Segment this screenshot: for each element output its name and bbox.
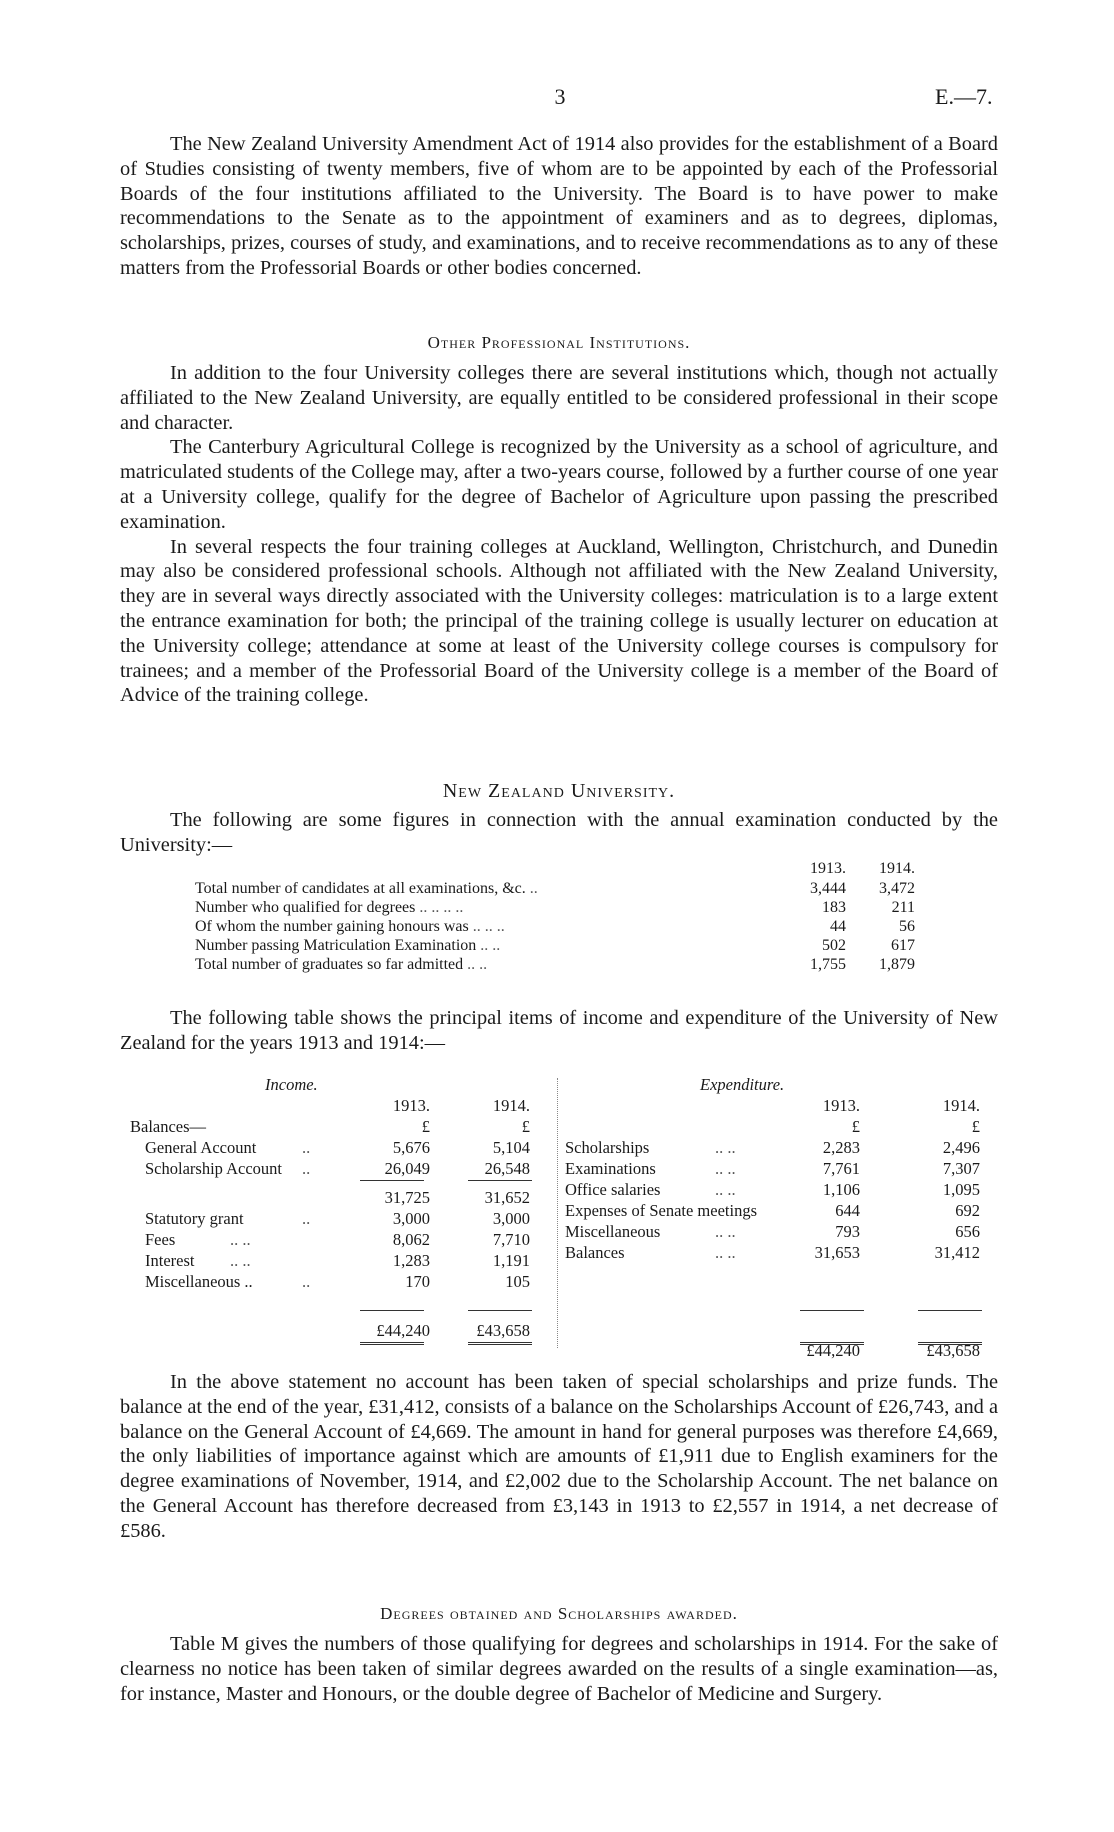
paragraph: The Canterbury Agricultural College is recognized by the University as a school of agriculture, and matriculated students of the College may, after a two-years course, followed by a further course of one year at a University college, qualify for the degree of Bachelor of Agriculture upon passing the prescribed examination. bbox=[120, 436, 998, 533]
paragraph: In several respects the four training colleges at Auckland, Wellington, Christchurch, and Dunedin may also be considered professional schools. Although not affiliated with the New Zealand University, they are in several ways directly associated with the University colleges: matriculation is to a large extent the entrance examination for both; the principal of the training college is usually lecturer on education at the University college; attendance at some at least of the University college courses is compulsory for trainees; and a member of the Professorial Board of the University college is a member of the Board of Advice of the training college. bbox=[120, 535, 998, 707]
income-row: Statutory grant .. 3,000 3,000 bbox=[145, 1209, 530, 1228]
rule bbox=[468, 1342, 532, 1345]
section-heading-degrees: Degrees obtained and Scholarships awarded. bbox=[380, 1604, 738, 1623]
currency-row: £ £ bbox=[851, 1117, 980, 1136]
year-header-row: 1913. 1914. bbox=[822, 1096, 980, 1115]
rule bbox=[918, 1310, 982, 1311]
other-institutions-body bbox=[120, 361, 998, 708]
stats-row: Total number of candidates at all examinations, &c. .. 3,444 3,472 bbox=[195, 880, 916, 897]
rule bbox=[360, 1310, 424, 1311]
degrees-paragraph: Table M gives the numbers of those qualifying for degrees and scholarships in 1914. For the sake of clearness no notice has been taken of similar degrees awarded on the results of a single examination—as, for instance, Master and Honours, or the double degree of Bachelor of Medicine and Surgery. bbox=[120, 1633, 998, 1705]
year-1913-header: 1913. bbox=[809, 860, 846, 877]
page-number: 3 bbox=[554, 84, 566, 109]
stats-row: Total number of graduates so far admitted .. .. 1,755 1,879 bbox=[195, 956, 916, 973]
expenditure-row: Expenses of Senate meetings 644 692 bbox=[565, 1201, 980, 1220]
income-row: Scholarship Account .. 26,049 26,548 bbox=[145, 1159, 530, 1178]
examination-stats-table bbox=[195, 860, 915, 975]
income-title-row bbox=[130, 1075, 550, 1096]
stats-row: Number passing Matriculation Examination .. .. 502 617 bbox=[195, 937, 916, 954]
document-reference: E.—7. bbox=[935, 84, 993, 109]
finance-commentary: In the above statement no account has been taken of special scholarships and prize funds. The balance at the end of the year, £31,412, consists of a balance on the Scholarships Account of £26,743, and a balance on the General Account of £4,669. The amount in hand for general purposes was therefore £4,669, the only liabilities of importance against which are amounts of £1,911 due to English examiners for the degree examinations of November, 1914, and £2,002 due to the Scholarship Account. The net balance on the General Account has therefore decreased from £3,143 in 1913 to £2,557 in 1914, a net decrease of £586. bbox=[120, 1371, 998, 1542]
income-row: Fees .. .. 8,062 7,710 bbox=[145, 1230, 530, 1249]
rule bbox=[918, 1342, 982, 1345]
column-separator bbox=[557, 1078, 558, 1348]
income-table bbox=[130, 1075, 550, 1342]
expenditure-row: Miscellaneous .. .. 793 656 bbox=[565, 1222, 980, 1241]
expenditure-title-row bbox=[565, 1075, 995, 1096]
rule bbox=[800, 1310, 864, 1311]
expenditure-row: Scholarships .. .. 2,283 2,496 bbox=[565, 1138, 980, 1157]
year-header-row: 1913. 1914. bbox=[392, 1096, 530, 1115]
rule bbox=[468, 1310, 532, 1311]
rule bbox=[800, 1342, 864, 1345]
rule bbox=[360, 1180, 424, 1181]
balances-row: Balances— £ £ bbox=[130, 1117, 530, 1136]
income-row: Miscellaneous .. .. 170 105 bbox=[145, 1272, 530, 1291]
expenditure-row: Office salaries .. .. 1,106 1,095 bbox=[565, 1180, 980, 1199]
income-subtotal-row: 31,725 31,652 bbox=[384, 1188, 530, 1207]
paragraph: In addition to the four University colleges there are several institutions which, though not actually affiliated to the New Zealand University, are equally entitled to be considered professional in their scope and character. bbox=[120, 362, 998, 434]
expenditure-table bbox=[565, 1075, 995, 1362]
income-row: Interest .. .. 1,283 1,191 bbox=[145, 1251, 530, 1270]
income-total-row: £44,240 £43,658 bbox=[376, 1321, 530, 1340]
year-1914-header: 1914. bbox=[879, 860, 916, 877]
income-title: Income. bbox=[265, 1075, 318, 1094]
intro-paragraph: The New Zealand University Amendment Act of 1914 also provides for the establishment of a Board of Studies consisting of twenty members, five of whom are to be appointed by each of the Professorial Boards of the four institutions affiliated to the University. The Board is to have power to make recommendations to the Senate as to the appointment of examiners and as to degrees, diplomas, scholarships, prizes, courses of study, and examinations, and to receive recommendations as to any of these matters from the Professorial Boards or other bodies concerned. bbox=[120, 133, 998, 279]
stats-header-row bbox=[195, 860, 915, 880]
stats-row: Of whom the number gaining honours was .. .. .. 44 56 bbox=[195, 918, 916, 935]
rule bbox=[468, 1180, 532, 1181]
section-heading-other-institutions: Other Professional Institutions. bbox=[427, 333, 691, 352]
section-heading-nz-university: New Zealand University. bbox=[442, 780, 676, 802]
income-row: General Account .. 5,676 5,104 bbox=[145, 1138, 530, 1157]
expenditure-title: Expenditure. bbox=[700, 1075, 785, 1094]
stats-intro: The following are some figures in connection with the annual examination conducted by the University:— bbox=[120, 809, 998, 856]
rule bbox=[360, 1342, 424, 1345]
expenditure-total-row: £44,240 £43,658 bbox=[806, 1341, 980, 1360]
expenditure-row: Balances .. .. 31,653 31,412 bbox=[565, 1243, 980, 1262]
finance-table-intro: The following table shows the principal items of income and expenditure of the University of New Zealand for the years 1913 and 1914:— bbox=[120, 1007, 998, 1054]
stats-row: Number who qualified for degrees .. .. .. .. 183 211 bbox=[195, 899, 916, 916]
expenditure-row: Examinations .. .. 7,761 7,307 bbox=[565, 1159, 980, 1178]
